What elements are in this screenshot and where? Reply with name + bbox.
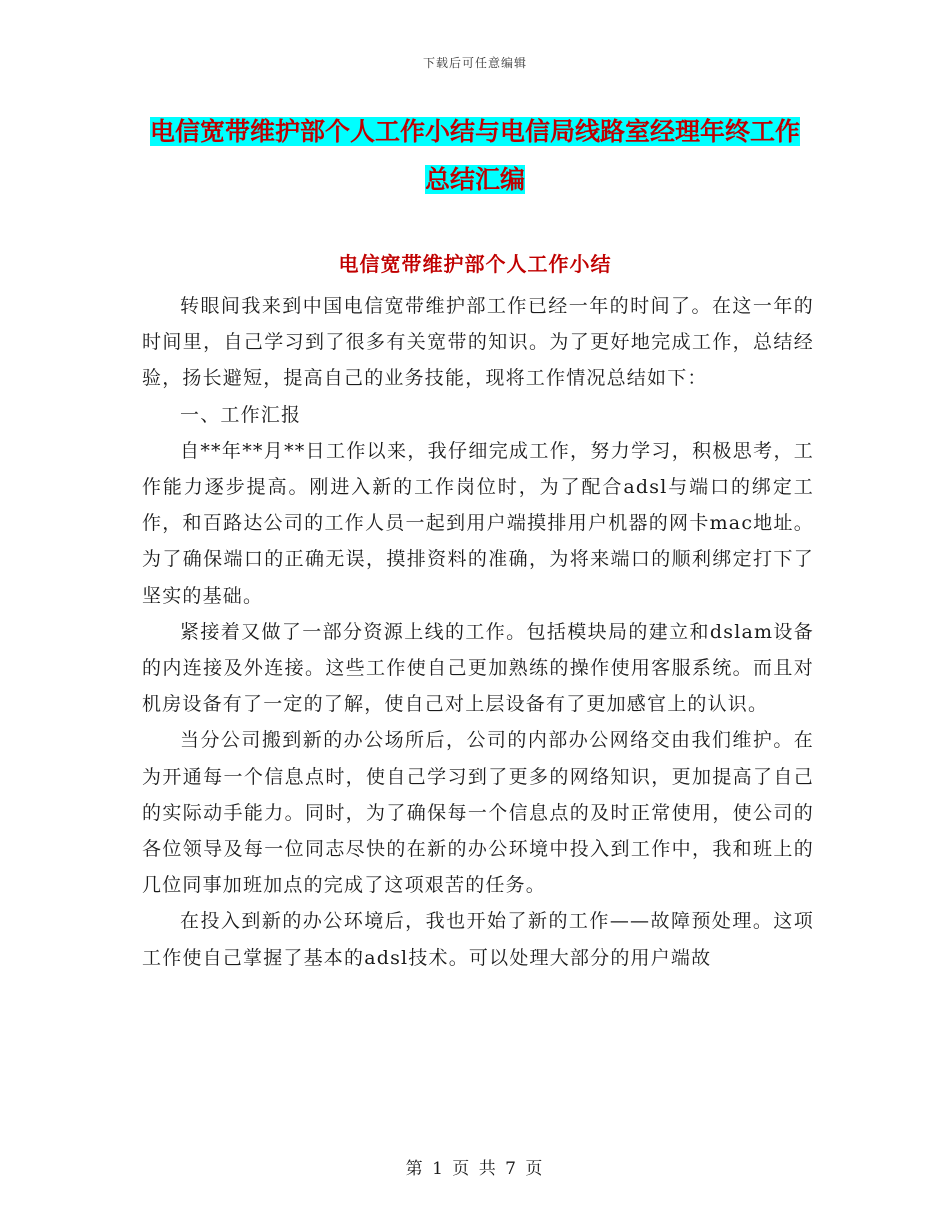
section-title: 电信宽带维护部个人工作小结	[338, 252, 612, 276]
paragraph: 自**年**月**日工作以来，我仔细完成工作，努力学习，积极思考，工作能力逐步提高。刚进入新的工作岗位时，为了配合adsl与端口的绑定工作，和百路达公司的工作人员一起到用户端摸排用户机器的网卡mac地址。为了确保端口的正确无误，摸排资料的准确，为将来端口的顺利绑定打下了坚实的基础。	[142, 439, 814, 607]
paragraph: 紧接着又做了一部分资源上线的工作。包括模块局的建立和dslam设备的内连接及外连接。这些工作使自己更加熟练的操作使用客服系统。而且对机房设备有了一定的了解，使自己对上层设备有了更加感官上的认识。	[142, 620, 814, 716]
paragraph-intro: 转眼间我来到中国电信宽带维护部工作已经一年的时间了。在这一年的时间里，自己学习到了很多有关宽带的知识。为了更好地完成工作，总结经验，扬长避短，提高自己的业务技能，现将工作情况总结如下：	[142, 295, 814, 390]
document-body	[142, 288, 814, 976]
document-title	[150, 108, 800, 204]
paragraph: 在投入到新的办公环境后，我也开始了新的工作——故障预处理。这项工作使自己掌握了基本的adsl技术。可以处理大部分的用户端故	[142, 910, 814, 969]
page-header-note: 下载后可任意编辑	[422, 56, 527, 70]
paragraph: 当分公司搬到新的办公场所后，公司的内部办公网络交由我们维护。在为开通每一个信息点时，使自己学习到了更多的网络知识，更加提高了自己的实际动手能力。同时，为了确保每一个信息点的及时正常使用，使公司的各位领导及每一位同志尽快的在新的办公环境中投入到工作中，我和班上的几位同事加班加点的完成了这项艰苦的任务。	[142, 729, 814, 897]
paragraph-heading-work-report: 一、工作汇报	[180, 403, 302, 426]
page-number: 第 1 页 共 7 页	[405, 1159, 545, 1179]
document-title-text: 电信宽带维护部个人工作小结与电信局线路室经理年终工作总结汇编	[150, 117, 801, 194]
